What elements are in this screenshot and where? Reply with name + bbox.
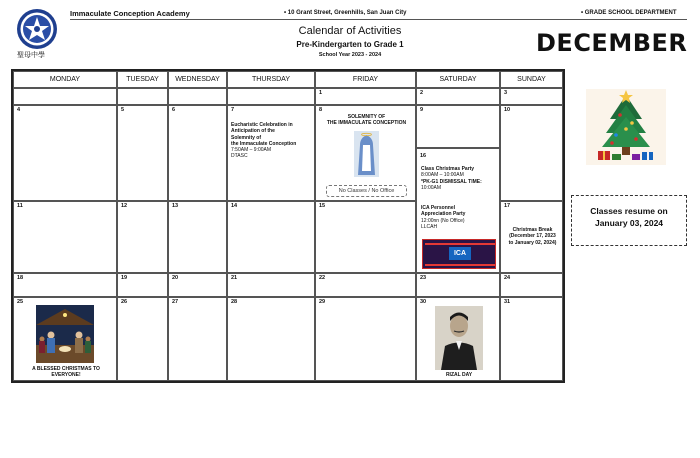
day-cell-3: [500, 88, 563, 105]
date-number: 30: [420, 299, 427, 305]
event-christmas-break: [501, 227, 564, 246]
christmas-tree-image: [586, 89, 666, 165]
day-cell-29: [315, 297, 416, 381]
event-title: Class Christmas Party: [421, 166, 475, 172]
date-number: 24: [504, 275, 511, 281]
date-number: 22: [319, 275, 326, 281]
header-divider: [70, 19, 687, 20]
day-cell-empty: [117, 88, 168, 105]
date-number: 26: [121, 299, 128, 305]
event-class-christmas-party: [421, 166, 501, 191]
event-eucharistic-celebration: [231, 122, 315, 160]
immaculate-conception-image: [354, 131, 379, 177]
event-blessed-christmas: [14, 366, 118, 379]
date-number: 25: [17, 299, 24, 305]
day-cell-16: [416, 148, 500, 273]
banner-logo: ICA: [449, 247, 471, 260]
day-cell-8: [315, 105, 416, 201]
day-cell-22: [315, 273, 416, 297]
date-number: 17: [504, 203, 511, 209]
date-number: 11: [17, 203, 23, 209]
date-number: 20: [172, 275, 179, 281]
day-cell-empty: [227, 88, 315, 105]
event-title-line: Anticipation of the: [231, 128, 275, 135]
day-cell-30: [416, 297, 500, 381]
date-number: 31: [504, 299, 511, 305]
day-cell-12: [117, 201, 168, 273]
date-number: 23: [420, 275, 427, 281]
event-title-line: Eucharistic Celebration in: [231, 122, 293, 128]
page-title: Calendar of Activities: [298, 25, 402, 37]
day-cell-10: [500, 105, 563, 201]
date-number: 7: [231, 107, 235, 113]
event-date-range: to January 02, 2024): [508, 239, 557, 246]
day-cell-24: [500, 273, 563, 297]
weekday-thursday: THURSDAY: [227, 71, 315, 88]
month-title: DECEMBER: [536, 29, 688, 57]
day-cell-empty: [168, 88, 227, 105]
date-number: 3: [504, 90, 508, 96]
event-venue: DTASC: [231, 153, 248, 160]
date-number: 2: [420, 90, 424, 96]
date-number: 4: [17, 107, 21, 113]
date-number: 8: [319, 107, 323, 113]
day-cell-28: [227, 297, 315, 381]
day-cell-2: [416, 88, 500, 105]
event-title-line: the Immaculate Conception: [231, 140, 297, 147]
weekday-friday: FRIDAY: [315, 71, 416, 88]
day-cell-9: [416, 105, 500, 148]
date-number: 6: [172, 107, 176, 113]
date-number: 14: [231, 203, 238, 209]
classes-resume-note: [571, 195, 687, 246]
day-cell-5: [117, 105, 168, 201]
event-dismissal-label: *PK-G1 DISMISSAL TIME:: [421, 178, 482, 185]
weekday-monday: MONDAY: [13, 71, 117, 88]
day-cell-31: [500, 297, 563, 381]
date-number: 15: [319, 203, 326, 209]
event-title-line: EVERYONE!: [51, 372, 81, 379]
day-cell-1: [315, 88, 416, 105]
day-cell-15: [315, 201, 416, 273]
event-title-line: SOLEMNITY OF: [347, 114, 386, 120]
date-number: 16: [420, 153, 427, 159]
event-rizal-day: RIZAL DAY: [445, 372, 473, 378]
event-dismissal-time: 10:00AM: [421, 184, 442, 191]
weekday-sunday: SUNDAY: [500, 71, 563, 88]
day-cell-6: [168, 105, 227, 201]
date-number: 27: [172, 299, 179, 305]
day-cell-7: [227, 105, 315, 201]
weekday-tuesday: TUESDAY: [117, 71, 168, 88]
calendar-grid: [11, 69, 565, 383]
school-address: • 10 Grant Street, Greenhills, San Juan City: [284, 10, 407, 16]
event-venue: LLCAH: [421, 223, 438, 230]
note-line: Classes resume on: [590, 206, 668, 216]
event-title-line: Solemnity of: [231, 134, 262, 141]
logo-chinese-text: 聖母中學: [17, 51, 45, 59]
weekday-saturday: SATURDAY: [416, 71, 500, 88]
event-title-line: THE IMMACULATE CONCEPTION: [326, 120, 407, 127]
event-time: 12:00nn (No Office): [421, 217, 465, 224]
event-title-line: ICA Personnel: [421, 205, 455, 211]
day-cell-21: [227, 273, 315, 297]
day-cell-27: [168, 297, 227, 381]
event-solemnity: [316, 114, 417, 127]
event-time: 8:00AM – 10:00AM: [421, 172, 464, 179]
date-number: 9: [420, 107, 424, 113]
school-name: Immaculate Conception Academy: [70, 9, 190, 18]
day-cell-20: [168, 273, 227, 297]
day-cell-19: [117, 273, 168, 297]
day-cell-17: [500, 201, 563, 273]
no-classes-note: No Classes / No Office: [326, 185, 407, 197]
date-number: 28: [231, 299, 238, 305]
day-cell-4: [13, 105, 117, 201]
event-title: Christmas Break: [512, 227, 553, 233]
banner-stripe: [425, 243, 495, 245]
date-number: 10: [504, 107, 511, 113]
jose-rizal-portrait-image: [435, 306, 483, 370]
nativity-scene-image: [36, 305, 94, 363]
date-number: 21: [231, 275, 238, 281]
school-year: School Year 2023 - 2024: [318, 52, 382, 58]
date-number: 29: [319, 299, 326, 305]
event-title-line: Appreciation Party: [421, 211, 466, 218]
banner-stripe: [425, 264, 495, 266]
page-subtitle: Pre-Kindergarten to Grade 1: [296, 40, 404, 49]
event-ica-personnel-party: [421, 205, 501, 230]
date-number: 18: [17, 275, 24, 281]
day-cell-25: [13, 297, 117, 381]
day-cell-11: [13, 201, 117, 273]
date-number: 13: [172, 203, 179, 209]
weekday-wednesday: WEDNESDAY: [168, 71, 227, 88]
date-number: 12: [121, 203, 128, 209]
day-cell-23: [416, 273, 500, 297]
note-line: January 03, 2024: [594, 218, 664, 228]
event-time: 7:50AM – 9:00AM: [231, 147, 272, 154]
event-title-line: A BLESSED CHRISTMAS TO: [32, 366, 100, 372]
department-name: • GRADE SCHOOL DEPARTMENT: [581, 10, 677, 16]
date-number: 19: [121, 275, 128, 281]
date-number: 1: [319, 90, 323, 96]
ica-party-banner-image: [422, 239, 496, 269]
day-cell-13: [168, 201, 227, 273]
day-cell-14: [227, 201, 315, 273]
day-cell-empty: [13, 88, 117, 105]
day-cell-18: [13, 273, 117, 297]
event-date-range: (December 17, 2023: [509, 233, 556, 240]
date-number: 5: [121, 107, 125, 113]
day-cell-26: [117, 297, 168, 381]
